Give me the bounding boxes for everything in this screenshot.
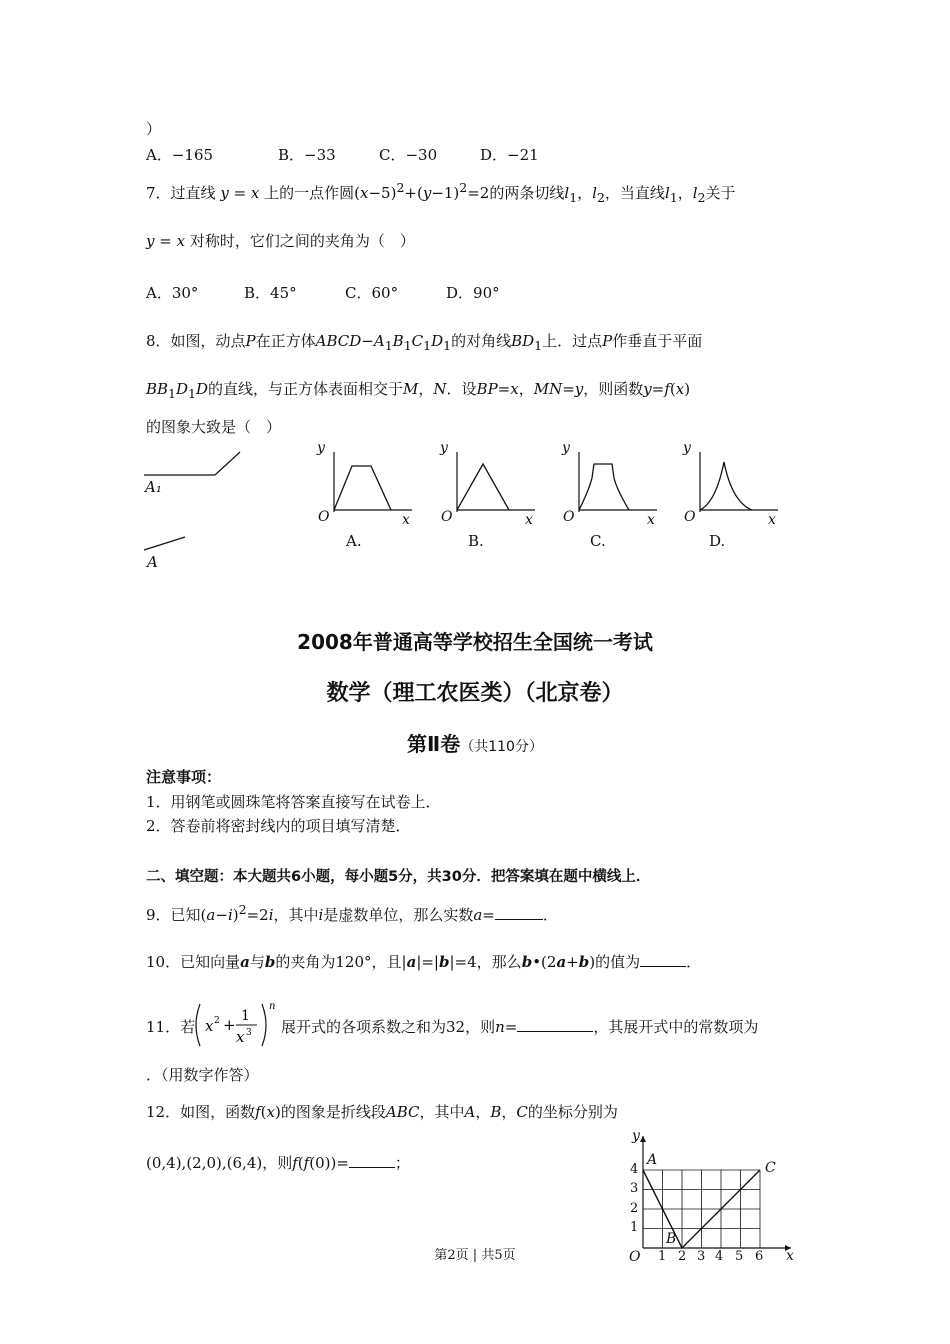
q7-option-c: C．60° xyxy=(345,284,399,302)
graph-c-curve xyxy=(579,464,629,510)
graph-a-x-label: x xyxy=(402,512,410,528)
svg-text:1: 1 xyxy=(241,1008,250,1024)
q10-answer-blank[interactable] xyxy=(640,952,686,967)
graph-c-y-label: y xyxy=(562,440,570,456)
question-6-continuation: ） xyxy=(146,120,162,138)
q12-point-a-label: A xyxy=(647,1152,658,1168)
q7-line-1: 7．过直线 y = x 上的一点作圆$(x-5)^2+(y-1)^2=2$的两条切线$l_1$，$l_2$，当直线$l_1$，$l_2$关于 xyxy=(146,180,736,205)
graph-option-d xyxy=(680,440,780,530)
q11-answer-blank-n[interactable] xyxy=(517,1017,593,1032)
q9-answer-blank[interactable] xyxy=(495,905,543,920)
graph-d-origin: O xyxy=(684,509,696,525)
label-a: A xyxy=(147,553,158,571)
q8-line-3: 的图象大致是（ ） xyxy=(146,418,282,436)
graph-b-y-label: y xyxy=(440,440,448,456)
q6-option-a: A．−165 xyxy=(146,146,214,164)
q12-grid xyxy=(643,1170,760,1248)
graph-a-y-label: y xyxy=(317,440,325,456)
graph-c-label: C. xyxy=(590,532,606,550)
graph-a-origin: O xyxy=(318,509,330,525)
q12-y-tick-4: 4 xyxy=(630,1162,639,1177)
graph-b-label: B. xyxy=(468,532,484,550)
q7-option-d: D．90° xyxy=(446,284,500,302)
graph-option-a xyxy=(314,440,414,530)
q12-y-tick-1: 1 xyxy=(630,1220,639,1235)
question-11-line-2: ．（用数字作答） xyxy=(146,1066,259,1084)
question-11-cont: 展开式的各项系数之和为32，则n= ，其展开式中的常数项为 xyxy=(281,1018,759,1036)
q12-y-label: y xyxy=(632,1128,640,1144)
question-10: 10．已知向量a与b的夹角为120°，且|a|=|b|=4，那么b•(2a+b)的值为 ． xyxy=(146,953,702,971)
q6-option-c: C．−30 xyxy=(379,146,438,164)
volume-title: 第Ⅱ卷 xyxy=(407,732,461,756)
cube-edge-diagonal xyxy=(215,452,240,475)
graph-option-b xyxy=(437,440,537,530)
graph-a-label: A. xyxy=(346,532,362,550)
graph-d-y-label: y xyxy=(683,440,691,456)
subject-title: 数学（理工农医类）（北京卷） xyxy=(326,681,624,706)
q7-option-b: B．45° xyxy=(244,284,297,302)
graph-b-curve xyxy=(457,464,509,510)
question-11: 11．若 xyxy=(146,1018,196,1036)
svg-text:x: x xyxy=(236,1028,245,1046)
graph-c-x-label: x xyxy=(647,512,655,528)
svg-text:3: 3 xyxy=(246,1028,252,1038)
question-12-line-1: 12．如图，函数f(x)的图象是折线段ABC，其中A，B，C的坐标分别为 xyxy=(146,1103,618,1121)
graph-option-c xyxy=(559,440,659,530)
q12-x-tick-2: 2 xyxy=(678,1249,687,1264)
q12-origin-label: O xyxy=(629,1249,641,1265)
q7-option-a: A．30° xyxy=(146,284,199,302)
q12-x-tick-5: 5 xyxy=(735,1249,744,1264)
exam-title: 2008年普通高等学校招生全国统一考试 xyxy=(297,630,653,654)
q12-x-tick-3: 3 xyxy=(697,1249,706,1264)
graph-d-x-label: x xyxy=(768,512,776,528)
q8-line-1: 8．如图，动点P在正方体$ABCD-A_1B_1C_1D_1$的对角线$BD_1$上．过点P作垂直于平面 xyxy=(146,332,703,353)
q11-binomial-expression xyxy=(190,998,280,1053)
label-a1: A₁ xyxy=(145,478,162,496)
q12-y-tick-2: 2 xyxy=(630,1201,639,1216)
question-9: 9．已知$(a-i)^2=2i$，其中i是虚数单位，那么实数a= ． xyxy=(146,902,558,924)
svg-text:x: x xyxy=(205,1017,214,1035)
section-2-heading: 二、填空题：本大题共6小题，每小题5分，共30分．把答案填在题中横线上． xyxy=(146,869,651,885)
graph-d-curve xyxy=(700,462,752,510)
q12-x-tick-6: 6 xyxy=(755,1249,764,1264)
q12-answer-blank[interactable] xyxy=(349,1153,395,1168)
q6-option-d: D．−21 xyxy=(480,146,539,164)
graph-b-x-label: x xyxy=(525,512,533,528)
svg-text:n: n xyxy=(269,1001,276,1012)
page-footer: 第2页 | 共5页 xyxy=(434,1248,516,1263)
notes-heading: 注意事项： xyxy=(146,768,222,786)
graph-c-origin: O xyxy=(563,509,575,525)
q7-line-2: y = x 对称时，它们之间的夹角为（ ） xyxy=(146,232,415,250)
notes-item-2: 2．答卷前将密封线内的项目填写清楚． xyxy=(146,817,411,835)
svg-text:2: 2 xyxy=(214,1016,220,1026)
volume-title-wrap xyxy=(0,728,950,757)
q8-line-2: $BB_1D_1D$的直线，与正方体表面相交于M，N．设BP=x，MN=y，则函数y=f(x) xyxy=(146,380,691,401)
q12-x-tick-1: 1 xyxy=(658,1249,667,1264)
q12-y-tick-3: 3 xyxy=(630,1181,639,1196)
q12-x-tick-4: 4 xyxy=(715,1249,724,1264)
graph-d-label: D. xyxy=(709,532,726,550)
graph-b-origin: O xyxy=(441,509,453,525)
cube-edge-bottom xyxy=(144,537,185,550)
notes-item-1: 1．用钢笔或圆珠笔将答案直接写在试卷上． xyxy=(146,793,441,811)
svg-text:+: + xyxy=(223,1016,236,1034)
question-12-line-2: (0,4),(2,0),(6,4)，则f(f(0))= ； xyxy=(146,1154,410,1172)
volume-note: （共110分） xyxy=(460,739,543,755)
graph-a-curve xyxy=(334,466,391,510)
q12-x-label: x xyxy=(786,1248,794,1264)
q12-point-b-label: B xyxy=(666,1231,677,1247)
q6-option-b: B．−33 xyxy=(278,146,336,164)
q12-point-c-label: C xyxy=(765,1160,776,1176)
